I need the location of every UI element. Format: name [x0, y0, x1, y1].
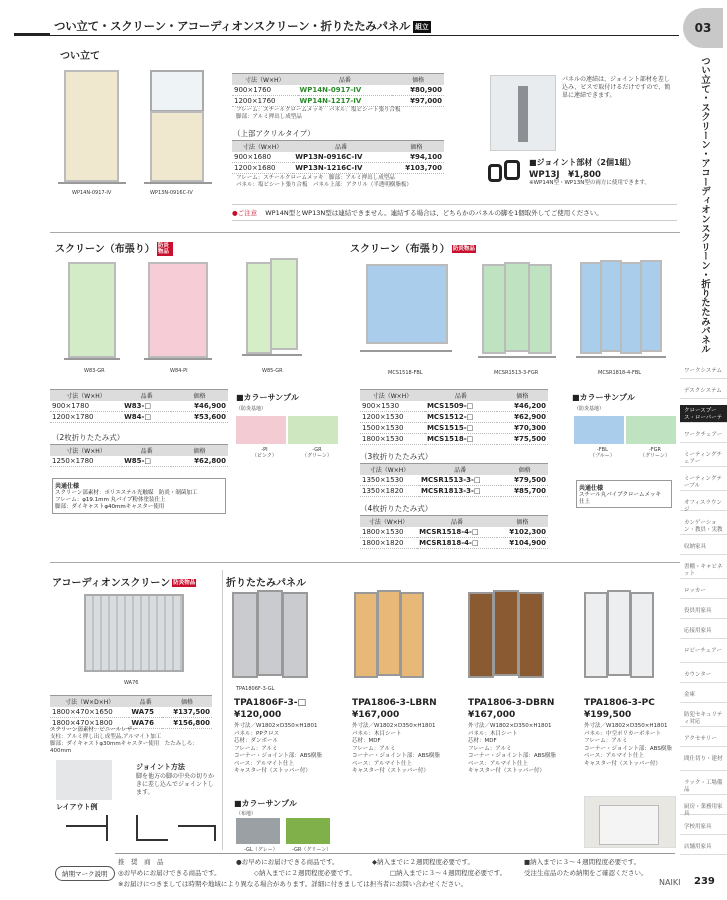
- product-name: TPA1806-3-DBRN: [468, 698, 555, 708]
- sidebar-item[interactable]: ミーティングテーブル: [680, 473, 727, 491]
- joint-method-heading: ジョイント方法: [136, 763, 185, 771]
- screen-right-heading: スクリーン（布張り） 防炎物品: [350, 244, 475, 255]
- flameproof-badge: 防炎物品: [452, 246, 475, 252]
- fold4-heading: （4枚折りたたみ式）: [360, 504, 433, 513]
- product-price: ¥167,000: [352, 710, 400, 720]
- tsuitate-note-2: フレーム：スチールクロームメッキ 脚部：アルミ押出し成型品 パネル：塩ビシート張り合板 パネル上部：アクリル（半透明樹脂板）: [236, 175, 412, 188]
- flameproof-badge: 防炎物品: [157, 242, 173, 256]
- sidebar-item[interactable]: 金庫: [680, 689, 727, 703]
- caption-mcs1518: MCS1518-FBL: [388, 370, 423, 376]
- sidebar-item[interactable]: ロッカー: [680, 585, 727, 599]
- flameproof-badge: 防炎物品: [173, 580, 196, 586]
- screen-right-table-2: 寸法（W×H） 品番 価格 1350×1530 MCSR1513-3-□ ¥79,500 1350×1820 MCSR1813-3-□ ¥85,700: [360, 463, 548, 497]
- swatch-gr-folding-label: -GR（グリーン）: [292, 847, 332, 853]
- sidebar-item[interactable]: 書棚・キャビネット: [680, 561, 727, 579]
- screen-left-table-1: 寸法（W×H） 品番 価格 900×1780 W83-□ ¥46,900 1200×1780 W84-□ ¥53,600: [50, 389, 228, 423]
- table-row: 1800×470×1650 WA75 ¥137,500: [52, 708, 210, 716]
- table-row: 900×1680 WP13N-0916C-IV ¥94,100: [234, 153, 442, 161]
- folding-heading: 折りたたみパネル: [226, 578, 306, 589]
- sidebar-item[interactable]: 応接用家具: [680, 625, 727, 639]
- product-name: TPA1806-3-LBRN: [352, 698, 437, 708]
- color-sample-heading-right: ■カラーサンプル: [572, 393, 635, 402]
- table-row: 1200×1530 MCS1512-□ ¥62,900: [362, 413, 546, 421]
- table-row: 1500×1530 MCS1515-□ ¥70,300: [362, 424, 546, 432]
- joint-note: ※WP14N型・WP13N型の両方に使用できます。: [529, 180, 650, 186]
- product-price: ¥120,000: [234, 710, 282, 720]
- divider-middle: [50, 562, 680, 563]
- joint-description: パネルの連結は、ジョイント部材を差し込み、ビスで取付けるだけですので、簡単に連結できます。: [562, 76, 671, 99]
- swatch-fbl-label: -FBL （ブルー）: [590, 447, 615, 459]
- caption-w84: W84-PI: [170, 368, 188, 374]
- sidebar-vertical-title: つい立て・スクリーン・アコーディオンスクリーン・折りたたみパネル: [699, 56, 710, 354]
- caption-w83: W83-GR: [84, 368, 105, 374]
- table-row: 1800×1530 MCS1518-□ ¥75,500: [362, 435, 546, 443]
- title-bar: [14, 16, 679, 36]
- screen-left-heading: スクリーン（布張り） 防炎物品: [55, 240, 173, 256]
- fold3-heading: （3枚折りたたみ式）: [360, 452, 433, 461]
- caption-tpa-gl: TPA1806F-3-GL: [236, 686, 275, 692]
- table-row: 900×1760 WP14N-0917-IV ¥80,900: [234, 86, 442, 94]
- table-row: 900×1780 W83-□ ¥46,900: [52, 402, 226, 410]
- sidebar-item[interactable]: オフィスラウンジ: [680, 497, 727, 511]
- sidebar-item[interactable]: 学校用家具: [680, 821, 727, 835]
- swatch-gl-label: -GL（グレー）: [244, 847, 278, 853]
- divider-top: [50, 232, 680, 233]
- table-row: 1200×1780 W84-□ ¥53,600: [52, 413, 226, 421]
- screen-right-common-spec: 共通仕様 スチール丸パイプクロームメッキ 仕上: [576, 480, 672, 508]
- table-row: 1200×1680 WP13N-1216C-IV ¥103,700: [234, 164, 442, 172]
- joint-method-image: [56, 760, 112, 800]
- brand-name: NAIKI: [659, 878, 681, 887]
- caption-mcsr1818: MCSR1818-4-FBL: [598, 370, 642, 376]
- sidebar-item[interactable]: 収納家具: [680, 541, 727, 555]
- sidebar-item[interactable]: カンゲーション・教員・実教: [680, 517, 727, 535]
- screen-right-table-3: 寸法（W×H） 品番 価格 1800×1530 MCSR1518-4-□ ¥102,300 1800×1820 MCSR1818-4-□ ¥104,900: [360, 515, 548, 549]
- tsuitate-heading: つい立て: [60, 51, 100, 62]
- screen-right-table-1: 寸法（W×H） 品番 価格 900×1530 MCS1509-□ ¥46,200 1200×1530 MCS1512-□ ¥62,900 1500×1530 MCS1515-□ ¥70,300 1800×1530 MCS1518-□ ¥75,500: [360, 389, 548, 445]
- swatch-fgr-label: -FGR （グリーン）: [640, 447, 670, 459]
- accordion-spec: スクリーン部素材：ビニールレザー 支柱：アルミ押し出し成型品,アルマイト加工 脚部：ダイキャストφ30mmキャスター使用 たたみしろ：400mm: [50, 727, 198, 754]
- product-name: TPA1806-3-PC: [584, 698, 655, 708]
- caution-text: WP14N型とWP13N型は連結できません。連結する場合は、どちらかのパネルの脚を1個取外してご使用ください。: [265, 209, 603, 217]
- sidebar-item[interactable]: ラック・工場備品: [680, 777, 727, 795]
- product-image-wa76: [84, 594, 184, 672]
- swatch-gl: [236, 818, 280, 844]
- room-photo: [584, 796, 676, 848]
- product-spec: 外寸法／W1802×D350×H1801 パネル：中空ポリカーボネート フレーム：アルミ コーナー・ジョイント部：ABS樹脂 ベース：アルマイト仕上 キャスター付（ストッパー付）: [584, 723, 672, 767]
- sidebar-item[interactable]: ミーティングチェアー: [680, 449, 727, 467]
- color-sample-sub-left: （防炎基地）: [236, 406, 267, 412]
- product-spec: 外寸法／W1802×D350×H1801 パネル：木目シート 芯材：MDF フレーム：アルミ コーナー・ジョイント部：ABS樹脂 ベース：アルマイト仕上 キャスター付（ストッパー付）: [352, 723, 440, 774]
- table-row: 1200×1760 WP14N-1217-IV ¥97,000: [234, 97, 442, 105]
- table-row: 900×1530 MCS1509-□ ¥46,200: [362, 402, 546, 410]
- joint-label: ■ジョイント部材（2個1組）: [529, 158, 636, 167]
- product-price: ¥167,000: [468, 710, 516, 720]
- sidebar-item[interactable]: 間仕切り・建材: [680, 753, 727, 771]
- product-spec: 外寸法／W1802×D350×H1801 パネル：PPクロス 芯材：ダンボール フレーム：アルミ コーナー・ジョイント部：ABS樹脂 ベース：アルマイト仕上 キャスター付（ストッパー付）: [234, 723, 322, 774]
- joint-code-price: WP13J ¥1,800: [529, 170, 601, 180]
- color-sample-heading-left: ■カラーサンプル: [236, 393, 299, 402]
- tsuitate-table-2: 寸法（W×H） 品番 価格 900×1680 WP13N-0916C-IV ¥94,100 1200×1680 WP13N-1216C-IV ¥103,700: [232, 140, 444, 174]
- sidebar-item[interactable]: 店舗用家具: [680, 841, 727, 855]
- caution-line: [232, 204, 677, 221]
- swatch-gr-folding: [286, 818, 330, 844]
- sidebar-item[interactable]: 役員用家具: [680, 605, 727, 619]
- swatch-pi-label: -PI （ピンク）: [252, 447, 277, 459]
- fold2-heading: （2枚折りたたみ式）: [52, 433, 125, 442]
- table-row: 1800×470×1800 WA76 ¥156,800: [52, 719, 210, 727]
- lead-time-badge: 納期マーク説明: [55, 866, 115, 881]
- lead-time-row-3: ※お届けにつきましては時期や地域により異なる場合があります。詳細に付きましては担当者にお問い合わせください。: [118, 880, 468, 888]
- swatch-fbl: [574, 416, 624, 444]
- layout-example-diagram: [66, 815, 216, 845]
- caption-wp14n: WP14N-0917-IV: [72, 190, 112, 196]
- screen-left-table-2: 寸法（W×H） 品番 価格 1250×1780 W85-□ ¥62,800: [50, 444, 228, 467]
- accordion-heading: アコーディオンスクリーン 防炎物品: [52, 578, 196, 589]
- chapter-number: 03: [683, 8, 723, 48]
- tsuitate-note-1: フレーム：スチールクロームメッキ パネル：塩ビシート張り合板 脚部：アルミ押出し成型品: [236, 107, 401, 120]
- table-row: 1350×1530 MCSR1513-3-□ ¥79,500: [362, 476, 546, 484]
- screen-left-common-spec: 共通仕様 スクリーン部素材：ポリエステル光触媒 防炎・制菌加工 フレーム：φ19.1mm 丸パイプ粉体塗装仕上 脚部：ダイキャストφ40mmキャスター使用: [52, 478, 226, 514]
- caption-wp13n: WP13N-0916C-IV: [150, 190, 193, 196]
- divider-vertical: [222, 570, 223, 850]
- swatch-pi: [236, 416, 286, 444]
- sidebar-item[interactable]: ワークシステム: [680, 365, 727, 379]
- product-price: ¥199,500: [584, 710, 632, 720]
- joint-photo: [490, 75, 556, 151]
- caption-wa76: WA76: [124, 680, 139, 686]
- product-spec: 外寸法／W1802×D350×H1801 パネル：木目シート 芯材：MDF フレーム：アルミ コーナー・ジョイント部：ABS樹脂 ベース：アルマイト仕上 キャスター付（ストッパー付）: [468, 723, 556, 774]
- footer-rule: [115, 853, 675, 854]
- tsuitate-table-1: 寸法（W×H） 品番 価格 900×1760 WP14N-0917-IV ¥80,900 1200×1760 WP14N-1217-IV ¥97,000: [232, 73, 444, 107]
- lead-time-row-2: ◎お早めにお届けできる商品です。 ◇納入までに２週間程度必要です。 □納入までに３～４週間程度必要です。 受注生産品のため納期をご確認ください。: [118, 869, 648, 877]
- table-row: 1800×1530 MCSR1518-4-□ ¥102,300: [362, 528, 546, 536]
- sidebar-item[interactable]: クロースプース・ローパーティション: [680, 405, 727, 423]
- table-row: 1800×1820 MCSR1818-4-□ ¥104,900: [362, 539, 546, 547]
- layout-example-heading: レイアウト例: [56, 803, 98, 811]
- acrylic-heading: （上部アクリルタイプ）: [233, 129, 315, 138]
- kumitate-badge: 組立: [415, 22, 429, 31]
- swatch-gr-left: [288, 416, 338, 444]
- sidebar-item[interactable]: 厨房・業務用家具: [680, 801, 727, 815]
- sidebar-item[interactable]: アクセサリー: [680, 733, 727, 747]
- title-accent: [14, 16, 50, 35]
- accordion-table: 寸法（W×D×H） 品番 価格 1800×470×1650 WA75 ¥137,500 1800×470×1800 WA76 ¥156,800: [50, 695, 212, 729]
- table-row: 1250×1780 W85-□ ¥62,800: [52, 457, 226, 465]
- sidebar-item[interactable]: デスクシステム: [680, 385, 727, 399]
- page-number: 239: [694, 876, 715, 887]
- sidebar-item[interactable]: カウンター: [680, 669, 727, 683]
- sidebar-item[interactable]: ロビーチェアー: [680, 645, 727, 663]
- sidebar-item[interactable]: 防犯セキュリティ対応: [680, 709, 727, 727]
- caption-mcsr1513: MCSR1513-3-FGR: [494, 370, 539, 376]
- sidebar-item[interactable]: ワークチェアー: [680, 429, 727, 443]
- joint-method-text: 脚を他方の脚の中央の切りかきに差し込んでジョイントします。: [136, 773, 215, 796]
- color-sample-sub-right: （防炎基地）: [574, 406, 605, 412]
- caution-label: ●ご注意: [232, 209, 258, 217]
- joint-part-image: [486, 158, 524, 186]
- table-row: 1350×1820 MCSR1813-3-□ ¥85,700: [362, 487, 546, 495]
- lead-time-row-1: 推 奨 商 品 ●お早めにお届けできる商品です。 ◆納入までに２週間程度必要です。 ■納入までに３～４週間程度必要です。: [118, 858, 641, 866]
- swatch-fgr: [626, 416, 676, 444]
- product-name: TPA1806F-3-□: [234, 698, 307, 708]
- caption-w85: W85-GR: [262, 368, 283, 374]
- color-sample-sub-folding: （布地）: [236, 811, 257, 817]
- swatch-gr-left-label: -GR （グリーン）: [302, 447, 332, 459]
- page-title: つい立て・スクリーン・アコーディオンスクリーン・折りたたみパネル 組立: [54, 19, 429, 33]
- color-sample-heading-folding: ■カラーサンプル: [234, 799, 297, 808]
